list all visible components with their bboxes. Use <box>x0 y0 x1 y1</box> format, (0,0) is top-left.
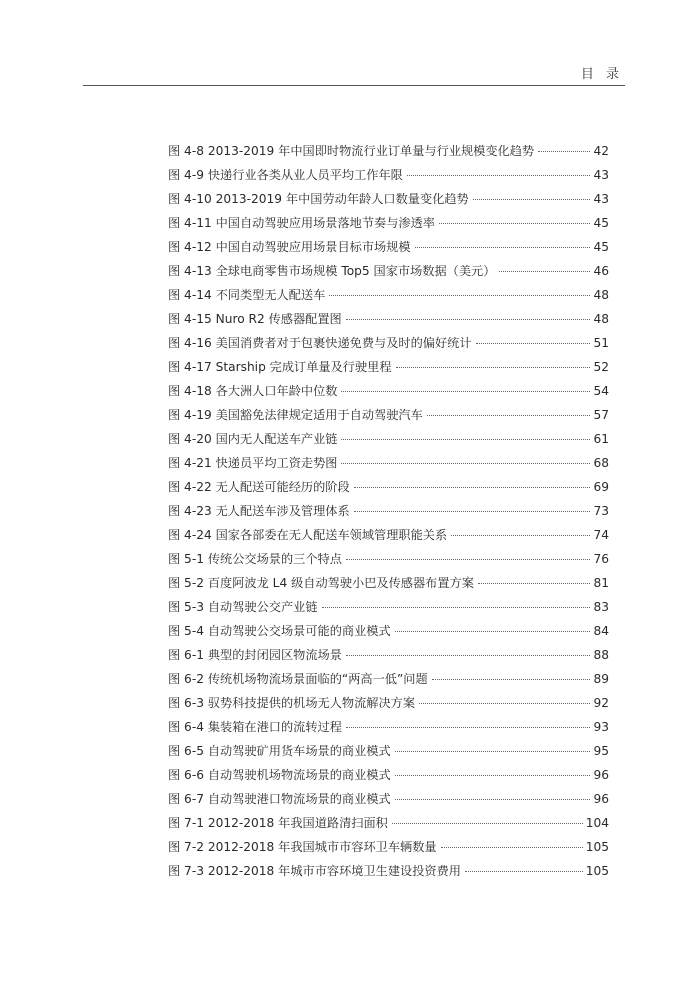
dot-leader <box>346 319 591 320</box>
toc-entry <box>168 571 609 595</box>
toc-entry-label: 图 6-3 <box>168 696 204 710</box>
toc-entry-title: 自动驾驶公交产业链 <box>207 600 318 614</box>
toc-entry-title: 美国豁免法律规定适用于自动驾驶汽车 <box>215 408 423 422</box>
dot-leader <box>329 295 590 296</box>
toc-entry-title: 传统机场物流场景面临的“两高一低”问题 <box>207 672 428 686</box>
toc-entry-page-number: 57 <box>593 408 609 422</box>
toc-entry-title: 各大洲人口年龄中位数 <box>215 384 338 398</box>
toc-entry-title: 2013-2019 年中国劳动年龄人口数量变化趋势 <box>215 192 469 206</box>
toc-entry-page-number: 95 <box>593 744 609 758</box>
toc-entry <box>168 331 609 355</box>
toc-entry-title: 中国自动驾驶应用场景目标市场规模 <box>215 240 411 254</box>
toc-entry-label: 图 4-22 <box>168 480 212 494</box>
toc-entry-title: 快递员平均工资走势图 <box>215 456 338 470</box>
dot-leader <box>473 199 591 200</box>
toc-entry-title: 自动驾驶港口物流场景的商业模式 <box>207 792 391 806</box>
toc-entry-page-number: 48 <box>593 288 609 302</box>
dot-leader <box>395 775 591 776</box>
dot-leader <box>407 175 591 176</box>
toc-entry-label: 图 4-13 <box>168 264 212 278</box>
toc-entry-page-number: 84 <box>593 624 609 638</box>
toc-entry-label: 图 6-2 <box>168 672 204 686</box>
dot-leader <box>415 247 591 248</box>
toc-entry-label: 图 7-3 <box>168 864 204 878</box>
toc-entry <box>168 403 609 427</box>
toc-entry-label: 图 4-16 <box>168 336 212 350</box>
toc-entry-label: 图 4-10 <box>168 192 212 206</box>
toc-entry-title: 国内无人配送车产业链 <box>215 432 338 446</box>
toc-entry-label: 图 4-23 <box>168 504 212 518</box>
toc-entry-label: 图 4-9 <box>168 168 204 182</box>
toc-entry-label: 图 5-2 <box>168 576 204 590</box>
toc-entry-page-number: 76 <box>593 552 609 566</box>
toc-entry <box>168 715 609 739</box>
toc-entry <box>168 259 609 283</box>
dot-leader <box>346 559 591 560</box>
toc-entry-title: Nuro R2 传感器配置图 <box>215 312 342 326</box>
toc-entry-page-number: 83 <box>593 600 609 614</box>
toc-entry-label: 图 4-21 <box>168 456 212 470</box>
toc-entry-page-number: 52 <box>593 360 609 374</box>
toc-entry <box>168 475 609 499</box>
dot-leader <box>499 271 590 272</box>
toc-entry-label: 图 4-8 <box>168 144 204 158</box>
toc-entry-label: 图 6-5 <box>168 744 204 758</box>
toc-entry <box>168 787 609 811</box>
toc-entry <box>168 235 609 259</box>
dot-leader <box>341 391 590 392</box>
toc-entry <box>168 739 609 763</box>
header-divider <box>83 85 625 86</box>
toc-entry <box>168 547 609 571</box>
toc-entry-page-number: 45 <box>593 240 609 254</box>
toc-entry <box>168 427 609 451</box>
dot-leader <box>441 847 583 848</box>
toc-entry-page-number: 69 <box>593 480 609 494</box>
toc-entry <box>168 307 609 331</box>
toc-entry-label: 图 4-14 <box>168 288 212 302</box>
toc-entry <box>168 619 609 643</box>
toc-entry <box>168 163 609 187</box>
dot-leader <box>419 703 590 704</box>
dot-leader <box>396 367 591 368</box>
toc-entry-title: 2012-2018 年我国城市市容环卫车辆数量 <box>207 840 437 854</box>
toc-entry-title: Starship 完成订单量及行驶里程 <box>215 360 392 374</box>
dot-leader <box>346 655 591 656</box>
toc-entry-label: 图 7-1 <box>168 816 204 830</box>
toc-entry <box>168 379 609 403</box>
toc-entry-page-number: 43 <box>593 168 609 182</box>
toc-entry-page-number: 89 <box>593 672 609 686</box>
toc-entry-page-number: 96 <box>593 768 609 782</box>
toc-entry-label: 图 5-1 <box>168 552 204 566</box>
toc-entry <box>168 859 609 883</box>
toc-entry-label: 图 4-17 <box>168 360 212 374</box>
dot-leader <box>538 151 590 152</box>
toc-entry-page-number: 46 <box>593 264 609 278</box>
toc-entry-title: 2012-2018 年城市市容环境卫生建设投资费用 <box>207 864 461 878</box>
toc-entry-page-number: 92 <box>593 696 609 710</box>
toc-entry-page-number: 96 <box>593 792 609 806</box>
dot-leader <box>354 487 591 488</box>
toc-entry-page-number: 68 <box>593 456 609 470</box>
dot-leader <box>395 799 591 800</box>
dot-leader <box>354 511 591 512</box>
toc-entry-title: 自动驾驶矿用货车场景的商业模式 <box>207 744 391 758</box>
toc-entry <box>168 643 609 667</box>
toc-entry-label: 图 4-20 <box>168 432 212 446</box>
table-of-contents <box>168 139 609 883</box>
dot-leader <box>395 631 591 632</box>
toc-entry-label: 图 4-12 <box>168 240 212 254</box>
toc-entry-label: 图 4-11 <box>168 216 212 230</box>
toc-entry <box>168 187 609 211</box>
toc-entry <box>168 139 609 163</box>
dot-leader <box>341 439 590 440</box>
dot-leader <box>322 607 591 608</box>
toc-entry-page-number: 61 <box>593 432 609 446</box>
toc-entry <box>168 811 609 835</box>
toc-entry <box>168 283 609 307</box>
page-header-title: 目 录 <box>580 67 623 82</box>
toc-entry-page-number: 105 <box>585 864 609 878</box>
toc-entry-page-number: 42 <box>593 144 609 158</box>
toc-entry-page-number: 88 <box>593 648 609 662</box>
toc-entry <box>168 499 609 523</box>
toc-entry <box>168 835 609 859</box>
toc-entry <box>168 691 609 715</box>
toc-entry <box>168 523 609 547</box>
dot-leader <box>476 343 591 344</box>
toc-entry-title: 2012-2018 年我国道路清扫面积 <box>207 816 388 830</box>
toc-entry-title: 无人配送可能经历的阶段 <box>215 480 350 494</box>
toc-entry-label: 图 6-4 <box>168 720 204 734</box>
dot-leader <box>341 463 590 464</box>
toc-entry-title: 全球电商零售市场规模 Top5 国家市场数据（美元） <box>215 264 496 278</box>
toc-entry-label: 图 4-15 <box>168 312 212 326</box>
toc-entry-title: 驭势科技提供的机场无人物流解决方案 <box>207 696 416 710</box>
toc-entry-page-number: 93 <box>593 720 609 734</box>
toc-entry-title: 2013-2019 年中国即时物流行业订单量与行业规模变化趋势 <box>207 144 535 158</box>
dot-leader <box>346 727 591 728</box>
toc-entry-page-number: 43 <box>593 192 609 206</box>
toc-entry-page-number: 73 <box>593 504 609 518</box>
toc-entry-page-number: 81 <box>593 576 609 590</box>
toc-entry-label: 图 4-18 <box>168 384 212 398</box>
toc-entry-title: 快递行业各类从业人员平均工作年限 <box>207 168 403 182</box>
dot-leader <box>432 679 591 680</box>
toc-entry <box>168 595 609 619</box>
dot-leader <box>395 751 591 752</box>
toc-entry-title: 中国自动驾驶应用场景落地节奏与渗透率 <box>215 216 435 230</box>
toc-entry-title: 典型的封闭园区物流场景 <box>207 648 342 662</box>
toc-entry <box>168 355 609 379</box>
toc-entry-label: 图 6-6 <box>168 768 204 782</box>
toc-entry-title: 传统公交场景的三个特点 <box>207 552 342 566</box>
toc-entry-title: 百度阿波龙 L4 级自动驾驶小巴及传感器布置方案 <box>207 576 474 590</box>
toc-entry-title: 不同类型无人配送车 <box>215 288 326 302</box>
toc-entry-title: 国家各部委在无人配送车领域管理职能关系 <box>215 528 448 542</box>
toc-entry-label: 图 7-2 <box>168 840 204 854</box>
toc-entry-page-number: 74 <box>593 528 609 542</box>
toc-entry-title: 自动驾驶机场物流场景的商业模式 <box>207 768 391 782</box>
dot-leader <box>439 223 591 224</box>
toc-entry-page-number: 104 <box>585 816 609 830</box>
toc-entry-label: 图 6-1 <box>168 648 204 662</box>
dot-leader <box>465 871 583 872</box>
toc-entry-label: 图 6-7 <box>168 792 204 806</box>
toc-entry-label: 图 5-4 <box>168 624 204 638</box>
toc-entry-page-number: 51 <box>593 336 609 350</box>
dot-leader <box>392 823 583 824</box>
toc-entry-label: 图 4-24 <box>168 528 212 542</box>
toc-entry <box>168 763 609 787</box>
toc-entry <box>168 451 609 475</box>
toc-entry-page-number: 54 <box>593 384 609 398</box>
toc-entry-page-number: 105 <box>585 840 609 854</box>
toc-entry-page-number: 45 <box>593 216 609 230</box>
toc-entry-title: 集装箱在港口的流转过程 <box>207 720 342 734</box>
toc-entry <box>168 211 609 235</box>
toc-entry-label: 图 5-3 <box>168 600 204 614</box>
toc-entry-label: 图 4-19 <box>168 408 212 422</box>
toc-entry-title: 美国消费者对于包裹快递免费与及时的偏好统计 <box>215 336 472 350</box>
dot-leader <box>478 583 591 584</box>
dot-leader <box>427 415 591 416</box>
toc-entry-title: 自动驾驶公交场景可能的商业模式 <box>207 624 391 638</box>
toc-entry-page-number: 48 <box>593 312 609 326</box>
toc-entry <box>168 667 609 691</box>
toc-entry-title: 无人配送车涉及管理体系 <box>215 504 350 518</box>
dot-leader <box>451 535 590 536</box>
